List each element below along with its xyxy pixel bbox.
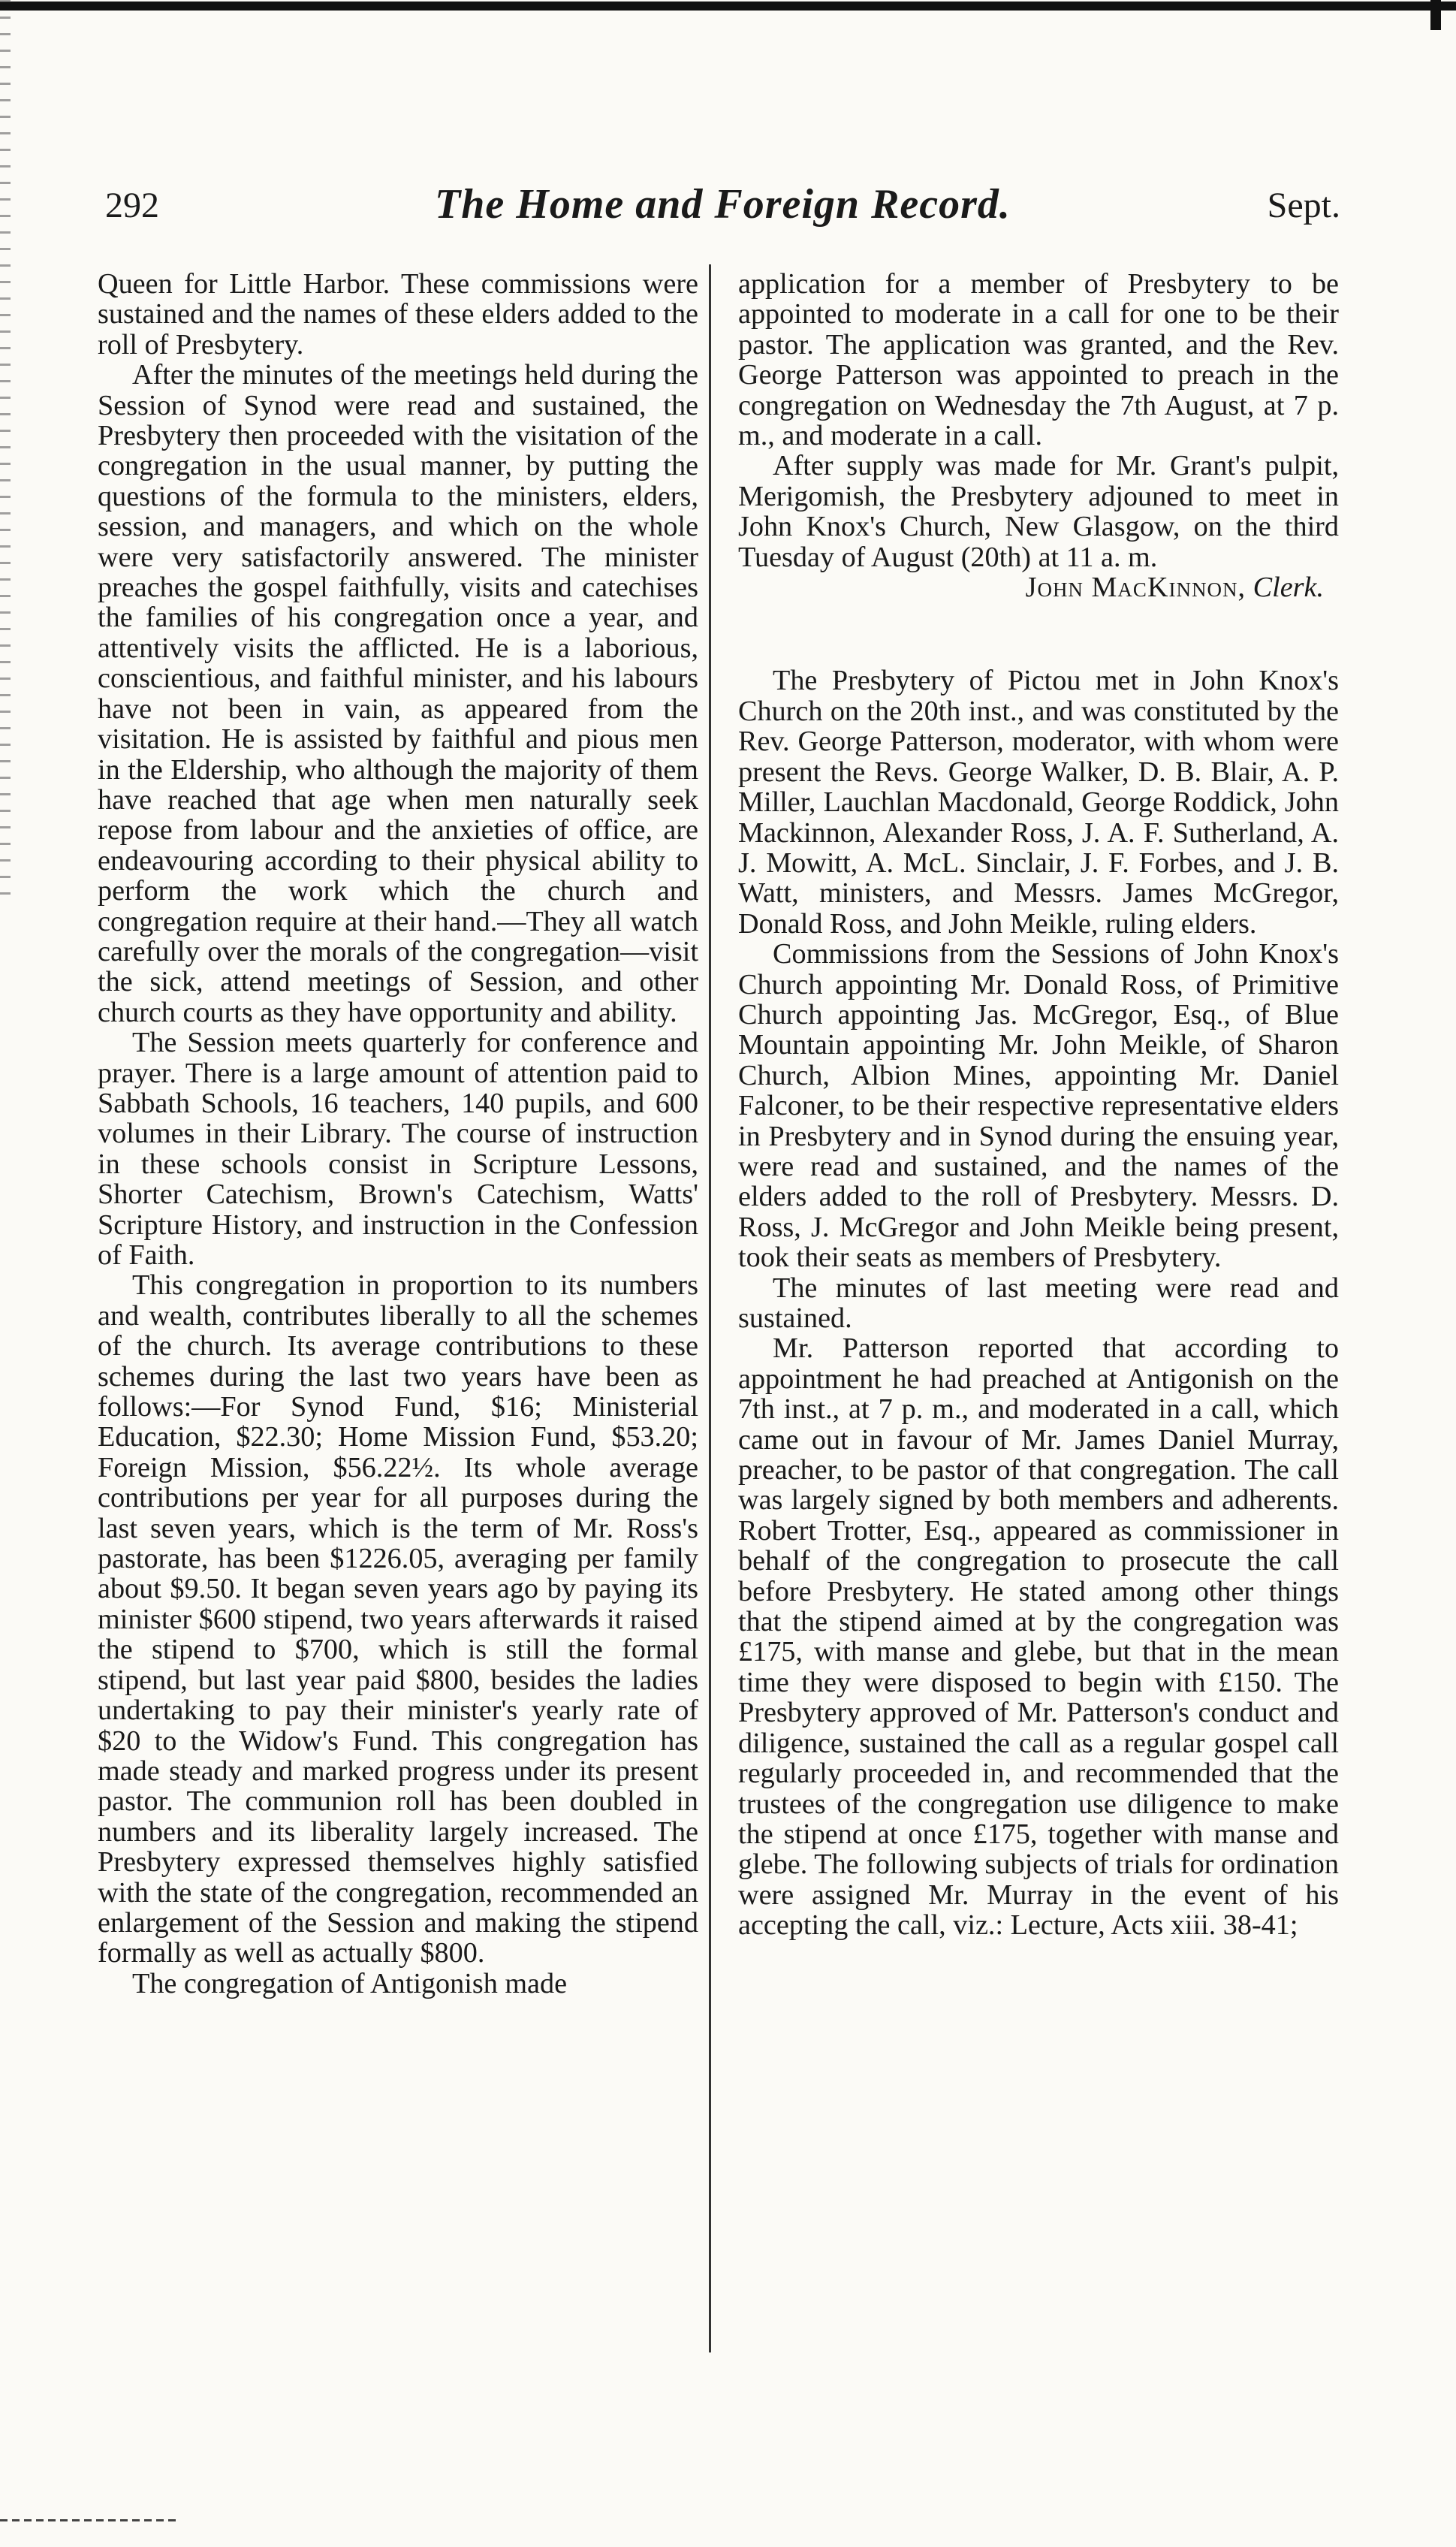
paragraph: This congregation in proportion to its numbers and wealth, contributes liberally to all the schemes of the church. Its average contributions to these schemes during the last two years have been as follows:—For Synod Fund, $16; Ministerial Education, $22.30; Home Mission Fund, $53.20; Foreign Mission, $56.22½. Its whole average contributions per year for all purposes during the last seven years, which is the term of Mr. Ross's pastorate, has been $1226.05, averaging per family about $9.50. It began seven years ago by paying its minister $600 stipend, two years afterwards it raised the stipend to $700, which is still the formal stipend, but last year paid $800, besides the ladies undertaking to pay their minister's yearly rate of $20 to the Widow's Fund. This congregation has made steady and marked progress under its present pastor. The communion roll has been doubled in numbers and its liberality largely increased. The Presbytery expressed themselves highly satisfied with the state of the congregation, recommended an enlargement of the Session and making the stipend formally as well as actually $800. — [98, 1269, 698, 1969]
clerk-signature — [738, 572, 1339, 602]
paragraph: Mr. Patterson reported that according to appointment he had preached at Antigonish on the 7th inst., at 7 p. m., and moderated in a call, which came out in favour of Mr. James Daniel Murray, preacher, to be pastor of that congregation. The call was largely signed by both members and adherents. Robert Trotter, Esq., appeared as commissioner in behalf of the congregation to prosecute the call before Presbytery. He stated among other things that the stipend aimed at by the congregation was £175, with manse and glebe, but that in the mean time they were disposed to begin with £150. The Presbytery approved of Mr. Patterson's conduct and diligence, sustained the call as a regular gospel call regularly proceeded in, and recommended that the trustees of the congregation use diligence to make the stipend at once £175, together with manse and glebe. The following subjects of trials for ordination were assigned Mr. Murray in the event of his accepting the call, viz.: Lecture, Acts xiii. 38-41; — [738, 1332, 1339, 1942]
paragraph: After supply was made for Mr. Grant's pulpit, Merigomish, the Presbytery adjouned to meet in John Knox's Church, New Glasgow, on the third Tuesday of August (20th) at 11 a. m. — [738, 450, 1339, 573]
column-divider — [709, 264, 711, 2352]
footer-rule — [0, 2519, 180, 2521]
signature-role: Clerk. — [1253, 572, 1324, 604]
left-column — [98, 269, 698, 2357]
page-edge-marks — [0, 0, 11, 901]
top-right-edge-mark — [1430, 0, 1441, 30]
journal-title: The Home and Foreign Record. — [435, 181, 1011, 228]
paragraph: Queen for Little Harbor. These commissions were sustained and the names of these elders added to the roll of Presbytery. — [98, 269, 698, 361]
paragraph: The congregation of Antigonish made — [132, 1967, 568, 1999]
paragraph: application for a member of Presbytery to be appointed to moderate in a call for one to be their pastor. The application was granted, and the Rev. George Patterson was appointed to preach in the congregation on Wednesday the 7th August, at 7 p. m., and moderate in a call. — [738, 269, 1339, 452]
running-header — [105, 180, 1340, 240]
page-number: 292 — [105, 186, 159, 225]
right-column — [738, 269, 1339, 2357]
paragraph: The Session meets quarterly for conference and prayer. There is a large amount of attention paid to Sabbath Schools, 16 teachers, 140 pupils, and 600 volumes in their Library. The course of instruction in these schools consist in Scripture Lessons, Shorter Catechism, Brown's Catechism, Watts' Scripture History, and instruction in the Confession of Faith. — [98, 1027, 698, 1271]
paragraph: The Presbytery of Pictou met in John Knox's Church on the 20th inst., and was constituted by the Rev. George Patterson, moderator, with whom were present the Revs. George Walker, D. B. Blair, A. P. Miller, Lauchlan Macdonald, George Roddick, John Mackinnon, Alexander Ross, J. A. F. Sutherland, A. J. Mowitt, A. McL. Sinclair, J. F. Forbes, and J. B. Watt, ministers, and Messrs. James McGregor, Donald Ross, and John Meikle, ruling elders. — [738, 665, 1339, 940]
paragraph: Commissions from the Sessions of John Knox's Church appointing Mr. Donald Ross, of Primitive Church appointing Jas. McGregor, Esq., of Blue Mountain appointing Mr. John Meikle, of Sharon Church, Albion Mines, appointing Mr. Daniel Falconer, to be their respective representative elders in Presbytery and in Synod during the ensuing year, were read and sustained, and the names of the elders added to the roll of Presbytery. Messrs. D. Ross, J. McGregor and John Meikle being present, took their seats as members of Presbytery. — [738, 938, 1339, 1274]
paragraph: After the minutes of the meetings held during the Session of Synod were read and sustained, the Presbytery then proceeded with the visitation of the congregation in the usual manner, by putting the questions of the formula to the ministers, elders, session, and managers, and which on the whole were very satisfactorily answered. The minister preaches the gospel faithfully, visits and catechises the families of his congregation once a year, and attentively visits the afflicted. He is a laborious, conscientious, and faithful minister, and his labours have not been in vain, as appeared from the visitation. He is assisted by faithful and pious men in the Eldership, who although the majority of them have reached that age when men naturally seek repose from labour and the anxieties of office, are endeavouring according to their physical ability to perform the work which the church and congregation require at their hand.—They all watch carefully over the morals of the congregation—visit the sick, attend meetings of Session, and other church courts as they have opportunity and ability. — [98, 359, 698, 1028]
signature-name: John MacKinnon, — [1025, 572, 1246, 604]
paragraph: The minutes of last meeting were read and sustained. — [738, 1272, 1339, 1334]
issue-month: Sept. — [1267, 186, 1340, 225]
section-gap — [738, 602, 1339, 665]
top-border-rule — [0, 2, 1456, 11]
